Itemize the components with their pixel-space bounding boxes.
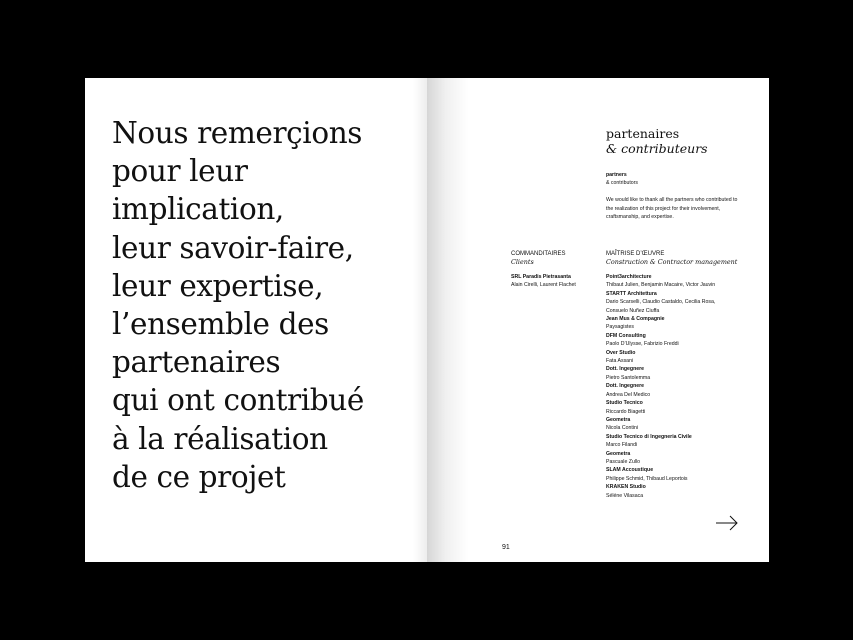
- clients-list: [511, 273, 601, 290]
- list-item: Studio Tecnico di Ingegneria Civile: [606, 433, 692, 440]
- list-item: Thibaut Julien, Benjamin Macaire, Victor Jauvin: [606, 282, 716, 289]
- statement-line: de ce projet: [112, 459, 286, 494]
- right-page: [427, 78, 769, 562]
- list-item: Andrea Del Medico: [606, 391, 651, 398]
- list-item: Paolo D’Ulysse, Fabrizio Freddi: [606, 341, 679, 348]
- intro-label: & contributors: [606, 180, 639, 187]
- list-item: Séléne Vilasaca: [606, 492, 644, 499]
- book-spread: [85, 78, 769, 562]
- list-item: KRAKEN Studio: [606, 484, 646, 491]
- statement-line: implication,: [112, 192, 284, 227]
- section-heading: [606, 126, 708, 156]
- contractors-header: MAÎTRISE D’ŒUVRE: [606, 251, 665, 257]
- clients-column: [511, 250, 601, 290]
- list-item: Fata Assani: [606, 358, 634, 365]
- intro-block: [606, 171, 746, 221]
- statement-line: partenaires: [112, 345, 281, 380]
- list-item: Nicola Contini: [606, 425, 639, 432]
- list-item: STARTT Architettura: [606, 290, 657, 297]
- list-item: Consuelo Nuñez Ciuffa: [606, 307, 660, 314]
- statement-line: pour leur: [112, 154, 248, 189]
- page-number: 91: [502, 544, 510, 551]
- left-gutter-shadow: [413, 78, 427, 562]
- statement-line: leur expertise,: [112, 268, 324, 303]
- left-page: [85, 78, 427, 562]
- list-item: Riccardo Biagetti: [606, 408, 646, 415]
- clients-subheader: Clients: [511, 258, 534, 266]
- statement-line: l’ensemble des: [112, 307, 329, 342]
- right-gutter-shadow: [427, 78, 469, 562]
- clients-header: COMMANDITAIRES: [511, 251, 566, 257]
- list-item: SRL Paradis Pietrasanta: [511, 274, 571, 280]
- list-item: SLAM Accoustique: [606, 467, 654, 474]
- statement-line: qui ont contribué: [112, 383, 364, 418]
- arrow-right-icon[interactable]: [715, 515, 739, 531]
- list-item: Point3architecture: [606, 274, 652, 280]
- thank-you-statement: [112, 114, 364, 496]
- list-item: Jean Mus & Compagnie: [606, 316, 665, 323]
- list-item: Philippe Schmid, Thibaud Leportois: [606, 475, 688, 482]
- list-item: Paysagistes: [606, 324, 634, 331]
- statement-line: leur savoir-faire,: [112, 230, 354, 265]
- list-item: Alain Cirelli, Laurent Flachet: [511, 282, 576, 289]
- contractors-column: [606, 250, 756, 500]
- heading-partenaires: partenaires: [606, 126, 680, 141]
- statement-line: Nous remerçions: [112, 116, 363, 150]
- contractors-subheader: Construction & Contractor management: [606, 258, 738, 266]
- list-item: Dott. Ingegnere: [606, 366, 645, 373]
- list-item: Pietro Santolemma: [606, 374, 651, 381]
- list-item: Geometra: [606, 450, 631, 457]
- contractors-list: [606, 273, 756, 500]
- intro-paragraph: We would like to thank all the partners who contributed to the realization of this project for their involvement, craftsmanship, and expertise.: [606, 197, 738, 221]
- list-item: Dario Scarselli, Claudio Castaldo, Cecilia Rosa,: [606, 299, 716, 306]
- list-item: DFM Consulting: [606, 332, 646, 339]
- statement-line: à la réalisation: [112, 421, 328, 456]
- list-item: Over Studio: [606, 349, 636, 356]
- list-item: Studio Tecnico: [606, 400, 643, 407]
- list-item: Pascuale Zullo: [606, 458, 641, 465]
- list-item: Marco Filandi: [606, 442, 638, 449]
- list-item: Geometra: [606, 416, 631, 423]
- list-item: Dott. Ingegnere: [606, 383, 645, 390]
- intro-label-bold: partners: [606, 172, 627, 178]
- heading-contributeurs: & contributeurs: [606, 141, 708, 156]
